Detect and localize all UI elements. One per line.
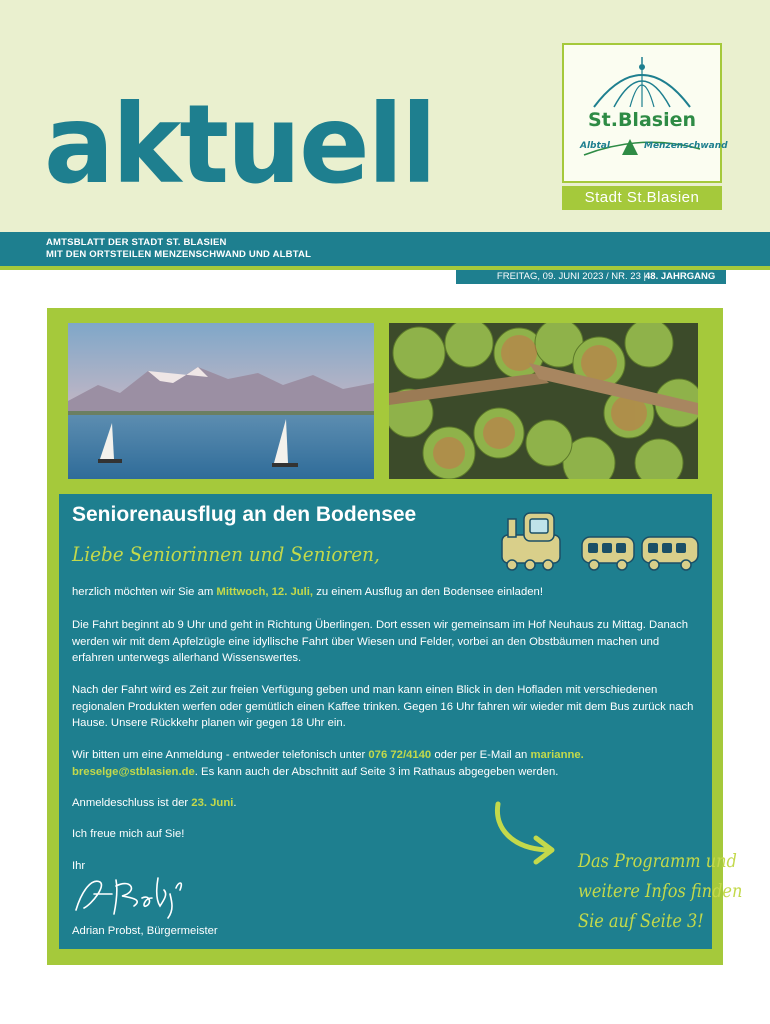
masthead-title: aktuell (44, 79, 435, 209)
paragraph-registration (72, 747, 702, 780)
logo-district-menzenschwand: Menzenschwand (644, 141, 728, 151)
greeting: Liebe Seniorinnen und Senioren, (72, 542, 380, 566)
paragraph-schedule: Die Fahrt beginnt ab 9 Uhr und geht in Richtung Überlingen. Dort essen wir gemeinsam im Hof Neuhaus zu Mittag. Danach werden wir mit dem Apfelzügle eine idyllische Fahrt über Wiesen und Felder, vorbei an den Obstbäumen machen und erfahren unterwegs allerhand Wissenswertes. (72, 619, 688, 664)
registration-mid: oder per E-Mail an (431, 749, 531, 761)
signer-name: Adrian Probst, Bürgermeister (72, 925, 218, 937)
paragraph-closing: Ich freue mich auf Sie! (72, 828, 185, 840)
registration-post: . Es kann auch der Abschnitt auf Seite 3 im Rathaus abgegeben werden. (194, 765, 559, 778)
trip-date: Mittwoch, 12. Juli, (216, 586, 314, 598)
signature-image (72, 870, 192, 920)
deadline-pre: Anmeldeschluss ist der (72, 797, 192, 809)
paragraph-invitation-post: zu einem Ausflug an den Bodensee einladen! (313, 586, 543, 598)
logo-district-albtal: Albtal (580, 141, 610, 151)
registration-pre: Wir bitten um eine Anmeldung - entweder telefonisch unter (72, 749, 369, 761)
paragraph-afternoon: Nach der Fahrt wird es Zeit zur freien Verfügung geben und man kann einen Blick in den Hofladen mit verschiedenen regionalen Produkten werfen oder gemütlich einen Kaffee trinken. Gegen 16 Uhr fahren wir wieder mit dem Bus zurück nach Hause. Unsere Rückkehr planen wir gegen 18 Uhr ein. (72, 684, 694, 729)
callout-line-1: Das Programm und (578, 850, 737, 872)
logo-city-name: St.Blasien (587, 109, 697, 131)
city-logo (562, 43, 728, 183)
paragraph-invitation (72, 584, 702, 601)
paragraph-deadline (72, 795, 702, 812)
logo-bar: Stadt St.Blasien (562, 186, 722, 210)
arrow-icon (488, 798, 568, 868)
email-link[interactable]: marianne.​breselge@stblasien.de (72, 749, 584, 778)
deadline-post: . (233, 797, 237, 809)
deadline-date: 23. Juni (191, 797, 234, 809)
paragraph-invitation-pre: herzlich möchten wir Sie am (72, 586, 217, 598)
train-icon (496, 505, 702, 575)
subtitle-line-2: MIT DEN ORTSTEILEN MENZENSCHWAND UND ALBTAL (46, 249, 312, 260)
callout-line-2: weitere Infos finden (578, 880, 743, 902)
callout-line-3: Sie auf Seite 3! (578, 910, 704, 932)
lake-photo (68, 323, 374, 479)
phone-number[interactable]: 076 72/4140 (368, 749, 432, 761)
article-title: Seniorenausflug an den Bodensee (72, 503, 417, 526)
subtitle-line-1: AMTSBLATT DER STADT ST. BLASIEN (46, 237, 227, 248)
apples-photo (389, 323, 698, 479)
volume-label: 48. JAHRGANG (645, 271, 716, 282)
paragraph-ihr: Ihr (72, 860, 86, 872)
issue-date: FREITAG, 09. JUNI 2023 / NR. 23 | (496, 271, 646, 282)
